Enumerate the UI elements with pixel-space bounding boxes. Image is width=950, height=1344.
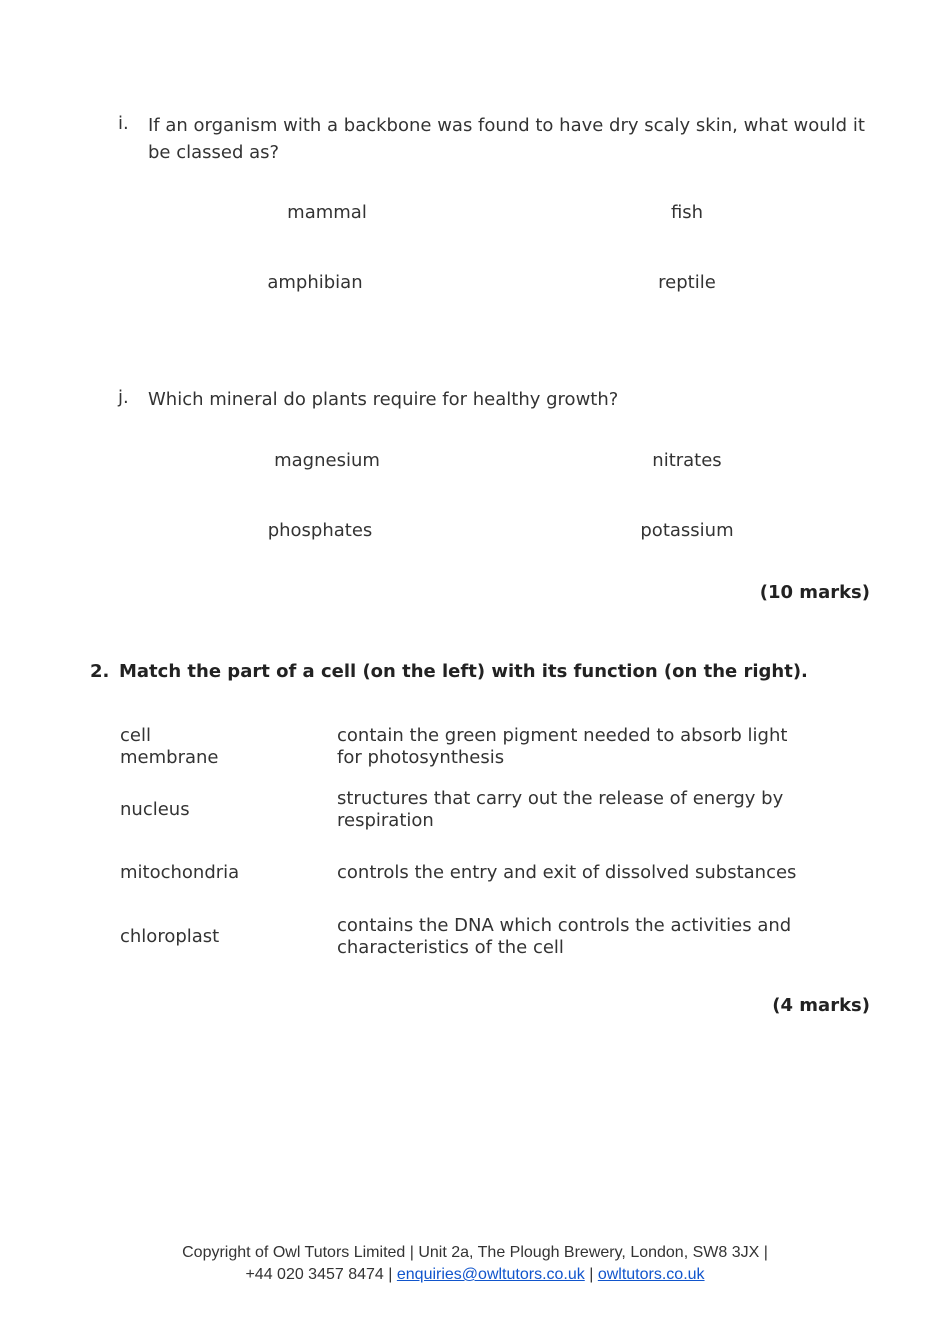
- question-i-option-reptile: reptile: [658, 272, 716, 293]
- section2-title: Match the part of a cell (on the left) with its function (on the right).: [119, 661, 808, 682]
- question-i-label: i.: [118, 113, 129, 134]
- footer: [0, 1242, 950, 1286]
- cell-function-2: structures that carry out the release of energy by respiration: [337, 788, 784, 831]
- section2-marks: (4 marks): [772, 995, 870, 1016]
- question-j-option-magnesium: magnesium: [274, 450, 380, 471]
- question-j-text: Which mineral do plants require for healthy growth?: [148, 389, 619, 410]
- section1-marks: (10 marks): [759, 582, 870, 603]
- footer-contact: [0, 1264, 950, 1286]
- cell-function-4: contains the DNA which controls the activities and characteristics of the cell: [337, 915, 792, 958]
- question-i-option-mammal: mammal: [287, 202, 367, 223]
- cell-function-1: contain the green pigment needed to absorb light for photosynthesis: [337, 725, 788, 768]
- question-j-option-nitrates: nitrates: [652, 450, 722, 471]
- section2-heading: [90, 661, 808, 682]
- cell-part-chloroplast: chloroplast: [120, 926, 220, 947]
- cell-part-nucleus: nucleus: [120, 799, 190, 820]
- question-j-option-potassium: potassium: [640, 520, 734, 541]
- cell-function-3: controls the entry and exit of dissolved substances: [337, 862, 797, 883]
- cell-part-mitochondria: mitochondria: [120, 862, 240, 883]
- question-i-option-fish: fish: [670, 202, 704, 223]
- footer-email-link[interactable]: enquiries@owltutors.co.uk: [396, 1266, 585, 1283]
- footer-website-link[interactable]: owltutors.co.uk: [597, 1266, 705, 1283]
- question-i-option-amphibian: amphibian: [267, 272, 363, 293]
- cell-part-cell-membrane: cell membrane: [120, 725, 219, 768]
- footer-copyright: Copyright of Owl Tutors Limited | Unit 2a, The Plough Brewery, London, SW8 3JX |: [182, 1244, 768, 1261]
- question-j-option-phosphates: phosphates: [267, 520, 373, 541]
- footer-separator: |: [589, 1266, 594, 1283]
- footer-phone: +44 020 3457 8474 |: [245, 1266, 393, 1283]
- question-j-label: j.: [118, 387, 129, 408]
- question-i-text: If an organism with a backbone was found to have dry scaly skin, what would it be classed as?: [148, 115, 865, 163]
- section2-number: 2.: [90, 661, 110, 682]
